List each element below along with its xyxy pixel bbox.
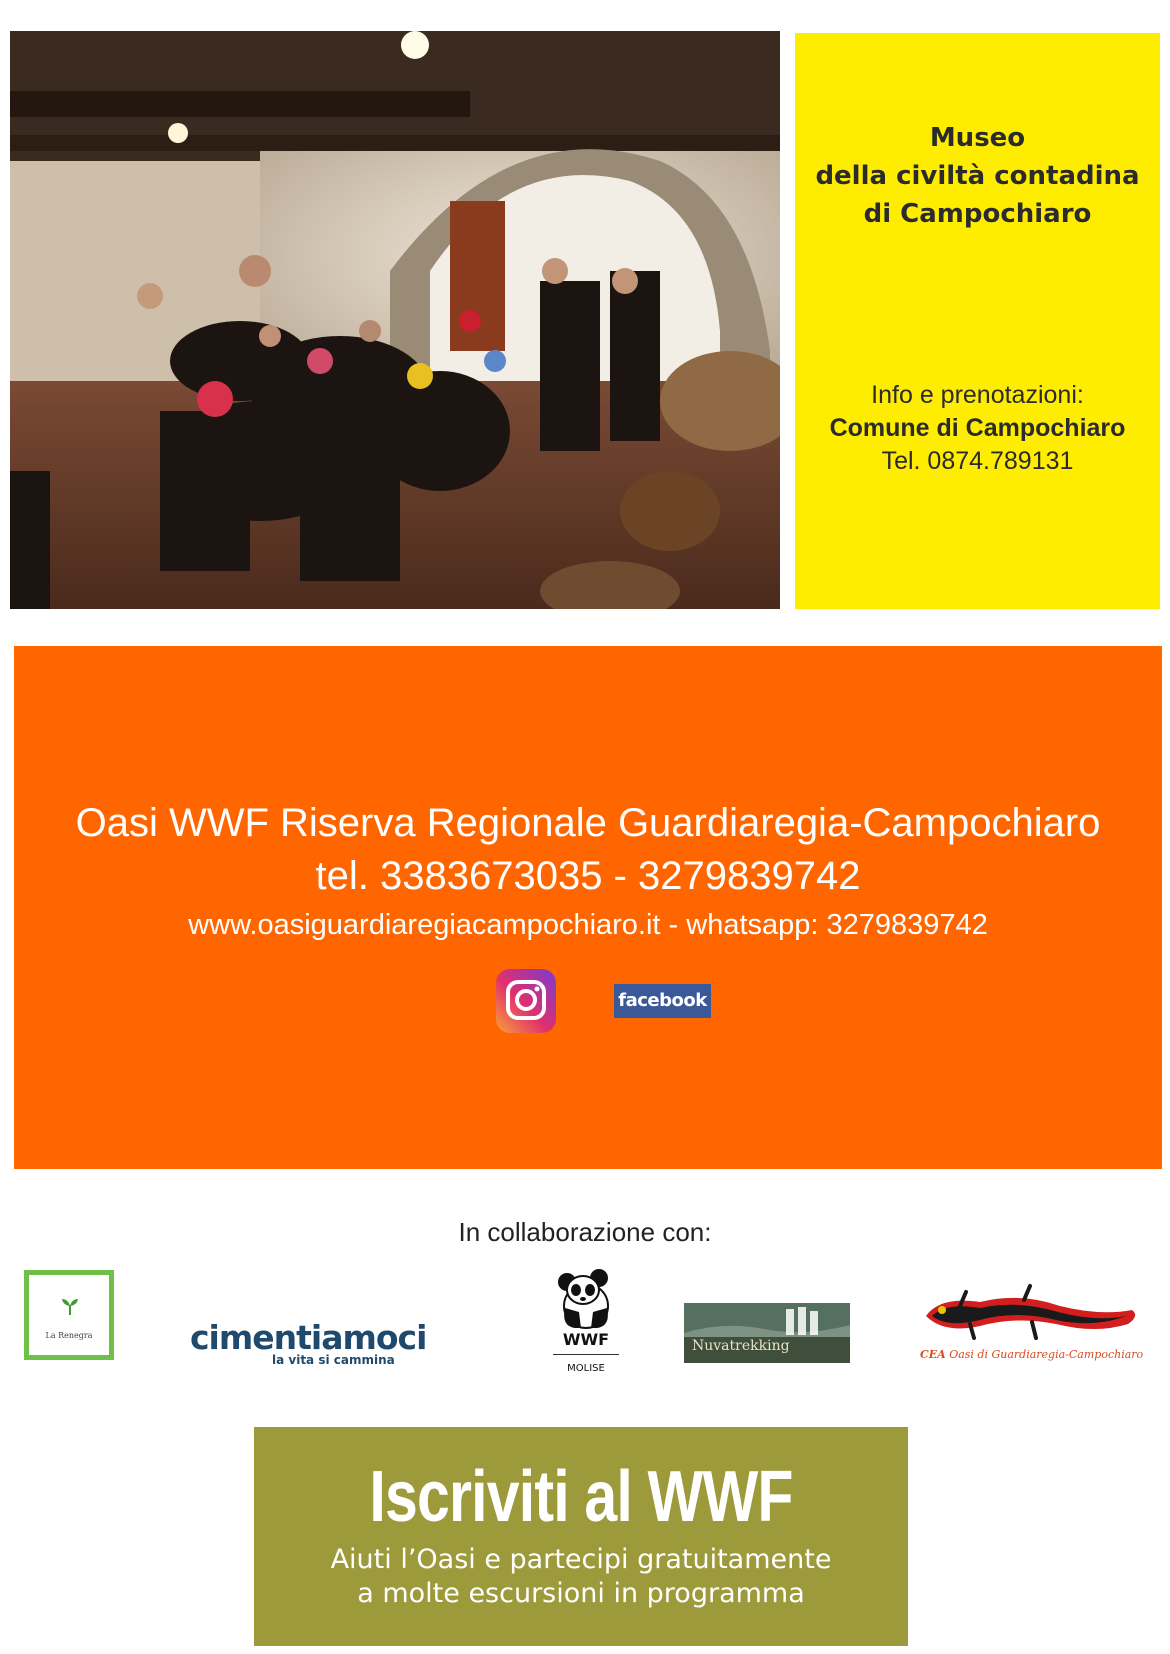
wwf-divider — [553, 1354, 619, 1355]
oasi-website-whatsapp[interactable]: www.oasiguardiaregiacampochiaro.it - whatsapp: 3279839742 — [188, 909, 988, 941]
cea-oasi-name — [920, 1348, 1142, 1361]
instagram-icon[interactable] — [495, 968, 557, 1034]
leaf-icon — [60, 1297, 80, 1317]
museum-title-line: di Campochiaro — [863, 199, 1092, 229]
collaboration-label: In collaborazione con: — [458, 1217, 712, 1247]
salamander-icon — [920, 1280, 1142, 1346]
oasi-name: Oasi WWF Riserva Regionale Guardiaregia-Campochiaro — [75, 801, 1101, 845]
cimentiamoci-name: cimentiamoci — [190, 1318, 427, 1357]
wwf-wordmark: WWF — [562, 1330, 610, 1349]
wwf-molise-logo — [553, 1268, 619, 1380]
booking-info — [795, 379, 1160, 478]
join-subtitle-line: a molte escursioni in programma — [357, 1578, 805, 1609]
museum-photo — [10, 31, 780, 609]
trekking-name: Nuvatrekking — [692, 1338, 790, 1354]
museum-title-line: della civiltà contadina — [815, 161, 1140, 191]
join-subtitle-line: Aiuti l’Oasi e partecipi gratuitamente — [330, 1544, 832, 1575]
join-subtitle — [254, 1543, 908, 1611]
cea-prefix: CEA — [920, 1348, 946, 1361]
cimentiamoci-tagline: la vita si cammina — [272, 1353, 395, 1367]
trekking-logo — [684, 1303, 850, 1363]
wwf-region: MOLISE — [567, 1363, 605, 1374]
museum-info-panel — [795, 33, 1160, 609]
oasi-phone: tel. 3383673035 - 3279839742 — [315, 854, 861, 898]
la-renegra-logo — [24, 1270, 114, 1360]
la-renegra-name: La Renegra — [45, 1331, 93, 1340]
join-wwf-banner — [254, 1427, 908, 1646]
join-title: Iscriviti al WWF — [369, 1457, 793, 1537]
cimentiamoci-logo — [190, 1318, 427, 1376]
oasi-contact-banner — [14, 646, 1162, 1169]
facebook-icon[interactable]: facebook — [614, 984, 711, 1018]
booking-label: Info e prenotazioni: — [871, 381, 1084, 409]
museum-title — [795, 119, 1160, 233]
booking-phone: Tel. 0874.789131 — [881, 447, 1074, 475]
cea-name: Oasi di Guardiaregia-Campochiaro — [949, 1348, 1144, 1361]
booking-organization: Comune di Campochiaro — [829, 414, 1126, 442]
museum-title-line: Museo — [929, 123, 1026, 153]
panda-icon — [553, 1268, 619, 1330]
cea-oasi-logo — [920, 1280, 1142, 1366]
